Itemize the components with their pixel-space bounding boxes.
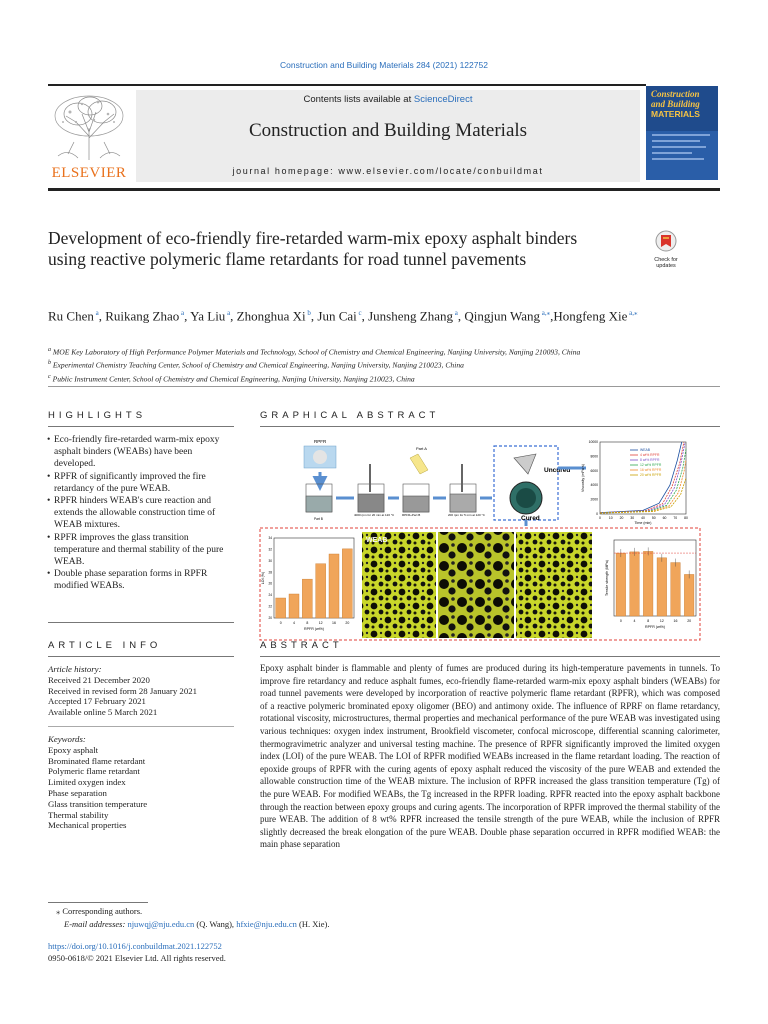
author-affiliation-mark[interactable]: c — [356, 309, 362, 317]
journal-masthead — [136, 90, 640, 182]
loi-xlabel: RPFR (wt%) — [304, 627, 324, 631]
keyword-item: Thermal stability — [48, 809, 109, 820]
tensile-xtick: 20 — [687, 619, 692, 623]
rpfr-label: RPFR — [314, 439, 327, 444]
highlights-list — [48, 434, 234, 593]
abstract-rule — [260, 656, 720, 657]
loi-bar — [316, 564, 326, 618]
journal-citation[interactable]: Construction and Building Materials 284 (2021) 122752 — [280, 60, 488, 70]
viscosity-legend-label: 4 wt% RPFR — [640, 453, 660, 458]
contents-line — [136, 94, 640, 105]
tensile-bar — [643, 551, 653, 616]
keyword-item: Epoxy asphalt — [48, 744, 99, 755]
author-separator: , — [457, 308, 465, 324]
viscosity-legend-label: 20 wt% RPFR — [640, 473, 662, 478]
tensile-bar — [684, 574, 694, 616]
highlight-item: • RPFR improves the glass transition temperature and thermal stability of the pure WEAB. — [48, 532, 234, 569]
tensile-xtick: 12 — [659, 619, 664, 623]
author-name[interactable]: Hongfeng Xie — [553, 308, 628, 324]
part-a-label: Part A — [416, 446, 427, 451]
keyword-item: Phase separation — [48, 787, 107, 798]
email-link-wang[interactable]: njuwqj@nju.edu.cn — [127, 919, 195, 929]
loi-xtick: 0 — [279, 621, 282, 625]
abstract-heading: ABSTRACT — [260, 640, 343, 651]
keyword-item: Limited oxygen index — [48, 777, 126, 788]
author-affiliation-mark[interactable]: a — [93, 309, 99, 317]
step2-label: RPFR+Part B — [402, 513, 421, 517]
micrograph-1 — [362, 532, 436, 638]
check-updates-line2: updates — [656, 263, 676, 269]
cured-label: Cured — [521, 515, 540, 522]
header-top-rule — [48, 84, 646, 86]
tensile-ylabel: Tensile strength (MPa) — [605, 560, 609, 596]
affiliation-text: Experimental Chemistry Teaching Center, School of Chemistry and Chemical Engineering, Nanjing University, Nanjing 210023, China — [51, 360, 464, 370]
elsevier-tree-icon — [48, 92, 130, 162]
article-title: Development of eco-friendly fire-retarded warm-mix epoxy asphalt binders using reactive polymeric flame retardants for road tunnel pavements — [48, 228, 578, 269]
loi-ytick: 20 — [268, 616, 272, 620]
affiliation-mark: a — [48, 347, 51, 353]
viscosity-ytick: 6000 — [590, 468, 598, 473]
loi-xtick: 8 — [306, 621, 309, 625]
check-updates-badge[interactable] — [648, 230, 684, 269]
elsevier-logo — [48, 92, 130, 180]
viscosity-xtick: 0 — [599, 516, 601, 520]
affiliation-item — [48, 358, 728, 371]
author-name[interactable]: Ya Liu — [190, 308, 226, 324]
loi-ytick: 22 — [268, 604, 272, 609]
affiliation-item — [48, 345, 728, 358]
author-affiliation-mark[interactable]: a,⁎ — [539, 309, 551, 317]
author-name[interactable]: Jun Cai — [317, 308, 357, 324]
viscosity-xtick: 70 — [673, 516, 678, 520]
email-line — [64, 919, 329, 929]
tensile-xtick: 0 — [619, 619, 622, 623]
loi-bar — [289, 594, 299, 618]
viscosity-xtick: 30 — [630, 516, 635, 520]
viscosity-xtick: 80 — [684, 516, 688, 520]
history-item: Received in revised form 28 January 2021 — [48, 685, 198, 696]
keywords-block — [48, 734, 238, 831]
loi-xtick: 16 — [332, 621, 336, 625]
journal-cover — [646, 86, 718, 180]
viscosity-ytick: 4000 — [590, 483, 598, 488]
keyword-item: Mechanical properties — [48, 820, 127, 831]
viscosity-xtick: 10 — [608, 516, 613, 520]
highlights-heading: HIGHLIGHTS — [48, 410, 147, 421]
viscosity-ytick: 0 — [596, 512, 598, 516]
affiliation-mark: b — [48, 360, 51, 367]
check-updates-line1: Check for — [654, 257, 678, 263]
viscosity-ytick: 8000 — [590, 454, 598, 459]
loi-ylabel: LOI (%) — [261, 571, 265, 585]
loi-plot-frame — [274, 538, 354, 618]
loi-ytick: 24 — [268, 593, 272, 598]
article-info-heading: ARTICLE INFO — [48, 640, 162, 651]
highlight-item: • RPFR hinders WEAB's cure reaction and extends the allowable construction time of WEAB mixtures. — [48, 495, 234, 532]
uncured-label: Uncured — [544, 467, 571, 474]
check-updates-icon — [654, 230, 678, 252]
email-who-xie: (H. Xie). — [296, 919, 330, 929]
tensile-xlabel: RPFR (wt%) — [645, 625, 665, 629]
author-affiliation-mark[interactable]: b — [305, 309, 311, 317]
viscosity-xlabel: Time (min) — [634, 521, 652, 525]
viscosity-xtick: 20 — [619, 516, 624, 520]
step1-label: 4000 rpm for 20 min at 120 °C — [354, 513, 395, 517]
author-affiliation-mark[interactable]: a — [452, 309, 458, 317]
viscosity-xtick: 40 — [641, 516, 645, 520]
author-separator: , — [361, 308, 369, 324]
tensile-chart — [605, 540, 696, 629]
viscosity-ytick: 2000 — [590, 497, 598, 502]
loi-ytick: 28 — [268, 570, 272, 575]
doi-link[interactable]: https://doi.org/10.1016/j.conbuildmat.2021.122752 — [48, 941, 222, 951]
micrograph-2 — [438, 532, 514, 638]
keyword-item: Brominated flame retardant — [48, 755, 146, 766]
author-separator: , — [550, 308, 554, 324]
title-bottom-rule — [48, 386, 720, 387]
highlight-item: • Double phase separation forms in RPFR modified WEABs. — [48, 568, 234, 592]
author-separator: , — [184, 308, 191, 324]
history-item: Available online 5 March 2021 — [48, 707, 158, 718]
author-affiliation-mark[interactable]: a — [179, 309, 185, 317]
tensile-bar — [616, 553, 626, 616]
cover-title-3: MATERIALS — [651, 109, 700, 119]
author-name[interactable]: Junsheng Zhang — [368, 308, 453, 324]
viscosity-ytick: 10000 — [588, 440, 598, 444]
history-item: Received 21 December 2020 — [48, 674, 150, 685]
tensile-bar — [630, 552, 640, 616]
keyword-item: Polymeric flame retardant — [48, 766, 140, 777]
loi-ytick: 30 — [268, 558, 272, 563]
loi-bar — [302, 579, 312, 618]
corresponding-note: ⁎ Corresponding authors. — [56, 906, 143, 916]
loi-xtick: 4 — [293, 621, 295, 625]
loi-bar — [329, 554, 339, 618]
elsevier-wordmark: ELSEVIER — [51, 165, 127, 181]
article-history — [48, 664, 238, 718]
cover-title-2: and Building — [651, 99, 700, 109]
viscosity-legend-label: 8 wt% RPFR — [640, 458, 660, 463]
email-link-xie[interactable]: hfxie@nju.edu.cn — [236, 919, 297, 929]
author-name[interactable]: Zhonghua Xi — [236, 308, 306, 324]
viscosity-ylabel: Viscosity (mPa·s) — [581, 464, 585, 492]
part-b-label: Part B — [314, 517, 323, 521]
graphical-abstract-figure — [258, 434, 704, 644]
author-list — [48, 304, 688, 325]
article-info-rule — [48, 656, 234, 657]
header-bottom-rule — [48, 188, 720, 191]
author-affiliation-mark[interactable]: a,⁎ — [627, 309, 638, 317]
email-who-wang: (Q. Wang), — [194, 919, 237, 929]
loi-ytick: 32 — [268, 547, 272, 552]
loi-bar — [276, 598, 286, 618]
author-separator: , — [310, 308, 318, 324]
loi-bar — [342, 549, 352, 618]
journal-homepage[interactable]: journal homepage: www.elsevier.com/locate/conbuildmat — [232, 166, 544, 176]
history-item: Accepted 17 February 2021 — [48, 696, 146, 707]
loi-xtick: 12 — [318, 621, 323, 625]
affiliations — [48, 345, 728, 385]
affiliation-text: Public Instrument Center, School of Chemistry and Chemical Engineering, Nanjing University, Nanjing 210023, China — [50, 374, 415, 384]
author-name[interactable]: Ru Chen — [48, 308, 94, 324]
author-name[interactable]: Ruikang Zhao — [105, 308, 180, 324]
contents-prefix: Contents lists available at — [303, 94, 414, 105]
loi-ytick: 26 — [268, 581, 272, 586]
highlight-item: • Eco-friendly fire-retarded warm-mix epoxy asphalt binders (WEABs) have been developed. — [48, 434, 234, 471]
step3-label: 200 rpm for 5 min at 120 °C — [448, 513, 485, 517]
viscosity-xtick: 60 — [662, 516, 667, 520]
tensile-xtick: 8 — [647, 619, 650, 623]
tensile-xtick: 4 — [633, 619, 636, 623]
affiliation-item — [48, 372, 728, 385]
highlights-bottom-rule — [48, 622, 234, 623]
viscosity-legend-label: WEAB — [640, 448, 650, 453]
highlights-rule — [48, 426, 234, 427]
email-prefix: E-mail addresses: — [64, 919, 128, 929]
viscosity-xtick: 50 — [651, 516, 656, 520]
tensile-plot-frame — [614, 540, 696, 616]
viscosity-legend-label: 16 wt% RPFR — [640, 468, 662, 473]
tensile-bar — [657, 558, 667, 616]
micrograph-3 — [516, 532, 592, 638]
graphical-abstract-svg — [258, 434, 704, 644]
loi-ytick: 34 — [268, 536, 272, 540]
keyword-item: Glass transition temperature — [48, 798, 148, 809]
history-label: Article history: — [48, 664, 102, 674]
affiliation-text: MOE Key Laboratory of High Performance Polymer Materials and Technology, School of Chemistry and Chemical Engineering, Nanjing University, Nanjing 210093, China — [51, 347, 581, 357]
affiliation-mark: c — [48, 373, 51, 380]
journal-title: Construction and Building Materials — [248, 120, 528, 141]
tensile-xtick: 16 — [673, 619, 678, 623]
viscosity-chart — [581, 440, 688, 525]
tensile-bar — [671, 563, 681, 616]
history-rule — [48, 726, 234, 727]
loi-chart — [261, 536, 354, 631]
loi-xtick: 20 — [345, 621, 350, 625]
highlight-item: • RPFR of significantly improved the fire retardancy of the pure WEAB. — [48, 471, 234, 495]
author-separator: , — [230, 308, 237, 324]
author-affiliation-mark[interactable]: a — [225, 309, 231, 317]
viscosity-legend-label: 12 wt% RPFR — [640, 463, 662, 468]
graphical-abstract-rule — [260, 426, 720, 427]
micrograph-weab-label: WEAB — [366, 537, 388, 544]
graphical-abstract-heading: GRAPHICAL ABSTRACT — [260, 410, 440, 421]
sciencedirect-link[interactable]: ScienceDirect — [413, 94, 473, 105]
abstract-text: Epoxy asphalt binder is flammable and plenty of fumes are produced during its high-temperature pavements in tunnels. To improve fire retardancy and reduce asphalt fumes, eco-friendly flame-retarded warm-mix epoxy asphalt binders (WEABs) for road tunnel pavements were developed by incorporation of reactive polymeric flame retardant (RPFR), which was composed of a reactive polymeric brominated epoxy oligomer (BEO) and antimony oxide. The influence of RPRF on flame retardancy, rotational viscosity, microstructures, thermal properties and mechanical performance of the pure WEAB was investigated using various techniques: oxygen index instrument, Brookfield viscometer, confocal microscope, differential scanning calorimeter, thermogravimetric analyzer and universal testing machine. The presence of RPFR significantly improved the limited oxygen index (LOI) of the pure WEAB. The LOI of RPFR modified WEABs increased in the flame retardant loading. The reaction of epoxide groups of RPFR with the curing agents of epoxy asphalt reduced the viscosity of the pure WEAB and extended the allowable construction time of the WEAB mixture. The inclusion of RPFR increased the glass transition temperature (Tg) of the pure WEAB. For modified WEABs, the Tg increased in the RPFR loading. RPFR reacted into the epoxy asphalt backbone through the reaction between epoxy groups and curing agents. The incorporation of RPFR improved the thermal stability of the pure WEAB. The addition of 8 wt% RPFR increased the tensile strength of the pure WEAB, while the inclusion of RPFR slightly decreased the break elongation of the pure WEAB. Double phase separation occurred in RPFR modified WEAB: the main phase separation — [260, 663, 720, 850]
author-name[interactable]: Qingjun Wang — [464, 308, 540, 324]
author-separator: , — [98, 308, 106, 324]
keywords-label: Keywords: — [48, 734, 86, 744]
footnote-rule — [48, 902, 148, 903]
copyright: 0950-0618/© 2021 Elsevier Ltd. All rights reserved. — [48, 953, 226, 963]
cover-title-1: Construction — [651, 89, 700, 99]
